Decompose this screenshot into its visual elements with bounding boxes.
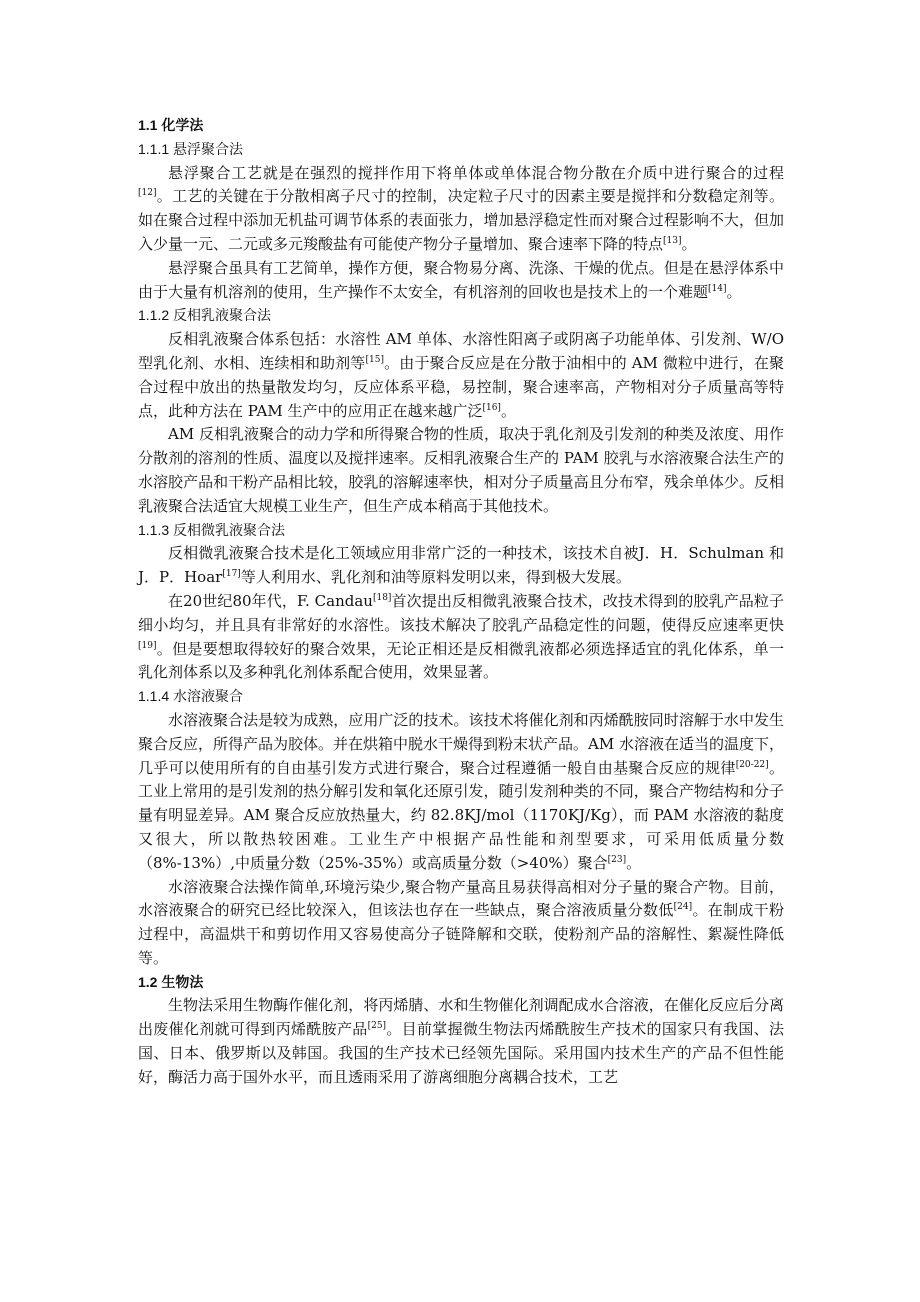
citation-19: [19] (138, 640, 157, 651)
paragraph-9 (138, 994, 784, 1089)
paragraph-1-text-3: 。 (681, 234, 697, 253)
paragraph-8-text-2: 。在制成干粉过程中，高温烘干和剪切作用又容易使高分子链降解和交联，使粉剂产品的溶解性、絮凝性降低等。 (138, 901, 784, 967)
section-heading-1-1-2: 1.1.2 反相乳液聚合法 (138, 307, 272, 324)
citation-16: [16] (482, 402, 501, 413)
citation-13: [13] (663, 235, 682, 246)
paragraph-9-text-1: 生物法采用生物酶作催化剂，将丙烯腈、水和生物催化剂调配成水合溶液，在催化反应后分离出废催化剂就可得到丙烯酰胺产品 (138, 996, 784, 1039)
paragraph-1 (138, 162, 784, 257)
paragraph-1-text-1: 悬浮聚合工艺就是在强烈的搅拌作用下将单体或单体混合物分散在介质中进行聚合的过程 (168, 163, 784, 182)
paragraph-7-text-2: 。工业上常用的是引发剂的热分解引发和氧化还原引发，随引发剂种类的不同，聚合产物结构和分子量有明显差异。AM 聚合反应放热量大，约 82.8KJ/mol（1170KJ/Kg），而 PAM 水溶液的黏度又很大，所以散热较困难。工业生产中根据产品性能和剂型要求，可采用低质量分数（8%-13%）,中质量分数（25%-35%）或高质量分数（>40%）聚合 (138, 758, 784, 872)
paragraph-5-text-2: 等人利用水、乳化剂和油等原料发明以来，得到极大发展。 (240, 568, 631, 587)
paragraph-7 (138, 709, 784, 876)
paragraph-6-text-1: 在20世纪80年代，F. Candau (168, 591, 373, 610)
paragraph-8-text-1: 水溶液聚合法操作简单,环境污染少,聚合物产量高且易获得高相对分子量的聚合产物。目前，水溶液聚合的研究已经比较深入，但该法也存在一些缺点，聚合溶液质量分数低 (138, 877, 784, 920)
paragraph-7-text-3: 。 (626, 853, 642, 872)
paragraph-7-text-1: 水溶液聚合法是较为成熟，应用广泛的技术。该技术将催化剂和丙烯酰胺同时溶解于水中发生聚合反应，所得产品为胶体。并在烘箱中脱水干燥得到粉末状产品。AM 水溶液在适当的温度下，几乎可以使用所有的自由基引发方式进行聚合，聚合过程遵循一般自由基聚合反应的规律 (138, 710, 784, 777)
document-page (138, 114, 784, 1090)
paragraph-6-text-3: 。但是要想取得较好的聚合效果，无论正相还是反相微乳液都必须选择适宜的乳化体系，单一乳化剂体系以及多种乳化剂体系配合使用，效果显著。 (138, 639, 784, 682)
section-heading-1-1-3: 1.1.3 反相微乳液聚合法 (138, 521, 286, 538)
paragraph-4: AM 反相乳液聚合的动力学和所得聚合物的性质，取决于乳化剂及引发剂的种类及浓度、用作分散剂的溶剂的性质、温度以及搅拌速率。反相乳液聚合生产的 PAM 胶乳与水溶液聚合法生产的水溶胶产品和干粉产品相比较，胶乳的溶解速率快，相对分子质量高且分布窄，残余单体少。反相乳液聚合法适宜大规模工业生产，但生产成本稍高于其他技术。 (138, 425, 784, 515)
paragraph-3-text-1: 反相乳液聚合体系包括：水溶性 AM 单体、水溶性阳离子或阴离子功能单体、引发剂、W/O 型乳化剂、水相、连续相和助剂等 (138, 330, 784, 372)
paragraph-2-text-1: 悬浮聚合虽具有工艺简单，操作方便，聚合物易分离、洗涤、干燥的优点。但是在悬浮体系中由于大量有机溶剂的使用，生产操作不太安全，有机溶剂的回收也是技术上的一个难题 (138, 258, 784, 301)
citation-23: [23] (607, 854, 627, 865)
section-heading-1-2: 1.2 生物法 (138, 973, 204, 990)
paragraph-1-text-2: 。工艺的关键在于分散相离子尺寸的控制，决定粒子尺寸的因素主要是搅拌和分数稳定剂等。如在聚合过程中添加无机盐可调节体系的表面张力，增加悬浮稳定性而对聚合过程影响不大，但加入少量一元、二元或多元羧酸盐有可能使产物分子量增加、聚合速率下降的特点 (138, 187, 784, 253)
citation-18: [18] (372, 592, 392, 603)
paragraph-9-text-2: 。目前掌握微生物法丙烯酰胺生产技术的国家只有我国、法国、日本、俄罗斯以及韩国。我国的生产技术已经领先国际。采用国内技术生产的产品不但性能好，酶活力高于国外水平，而且透雨采用了游离细胞分离耦合技术，工艺 (138, 1020, 784, 1086)
paragraph-3-text-2: 。由于聚合反应是在分散于油相中的 AM 微粒中进行，在聚合过程中放出的热量散发均匀，反应体系平稳，易控制，聚合速率高，产物相对分子质量高等特点，此种方法在 PAM 生产中的应用正在越来越广泛 (138, 353, 784, 420)
paragraph-5-text-1: 反相微乳液聚合技术是化工领域应用非常广泛的一种技术，该技术自被J．H．Schulman 和J．P．Hoar (138, 544, 784, 587)
citation-14: [14] (708, 283, 727, 294)
paragraph-2 (138, 257, 784, 305)
paragraph-6-text-2: 首次提出反相微乳液聚合技术，改技术得到的胶乳产品粒子细小均匀，并且具有非常好的水溶性。该技术解决了胶乳产品稳定性的问题，使得反应速率更快 (138, 591, 784, 634)
paragraph-3-text-3: 。 (500, 401, 516, 420)
paragraph-5 (138, 542, 784, 590)
citation-12: [12] (138, 188, 157, 199)
section-heading-1-1: 1.1 化学法 (138, 117, 204, 133)
citation-15: [15] (365, 354, 384, 365)
paragraph-8 (138, 876, 784, 971)
paragraph-6 (138, 590, 784, 685)
paragraph-3 (138, 328, 784, 423)
citation-17: [17] (222, 569, 241, 580)
citation-24: [24] (673, 902, 693, 913)
citation-20-22: [20-22] (735, 759, 769, 770)
citation-25: [25] (367, 1021, 387, 1032)
paragraph-2-text-2: 。 (726, 282, 742, 301)
section-heading-1-1-4: 1.1.4 水溶液聚合 (138, 688, 244, 705)
section-heading-1-1-1: 1.1.1 悬浮聚合法 (138, 140, 244, 157)
